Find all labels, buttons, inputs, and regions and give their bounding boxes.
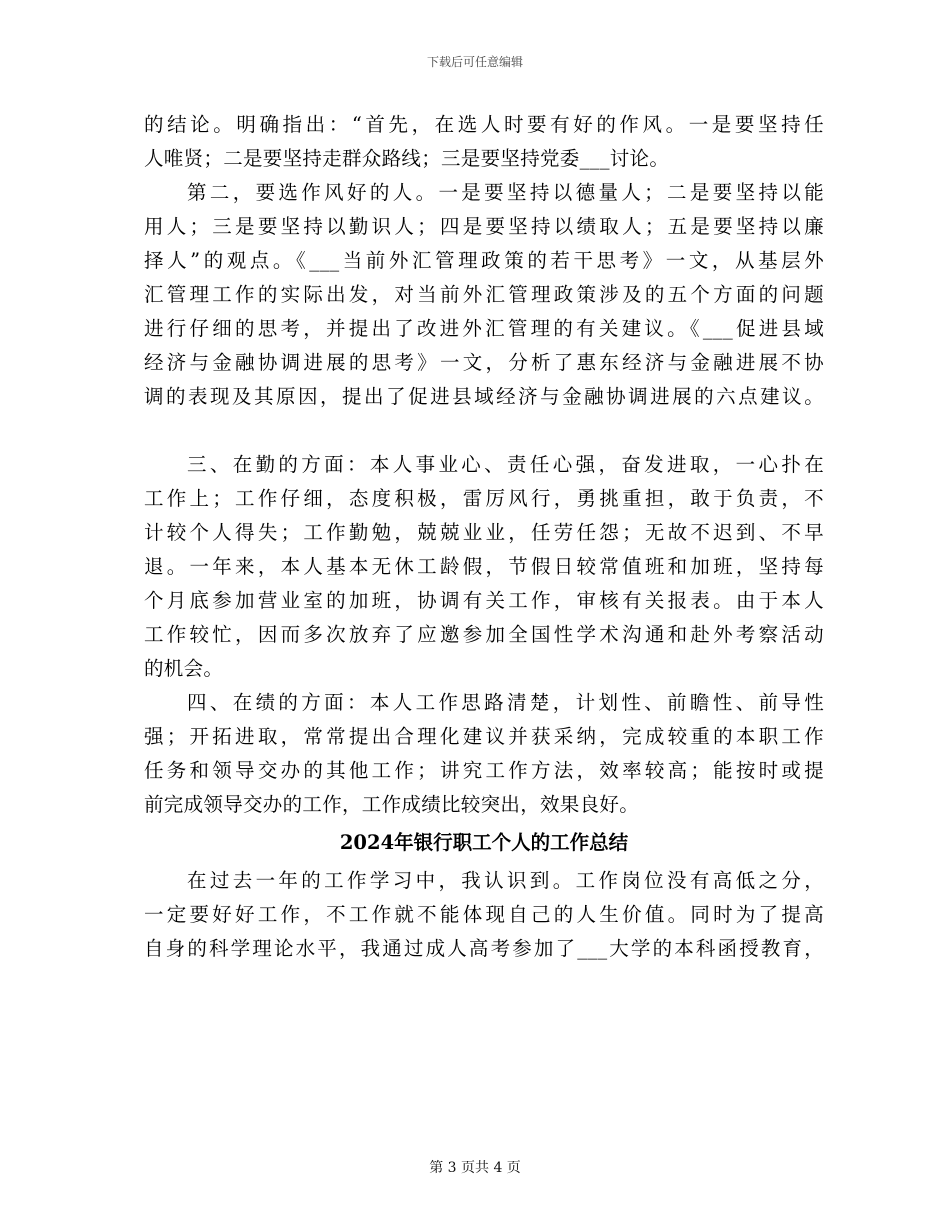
page-footer: 第 3 页共 4 页 bbox=[429, 1160, 521, 1176]
text-line: 第二，要选作风好的人。一是要坚持以德量人；二是要坚持以能 bbox=[187, 181, 824, 204]
text-line: 的机会。 bbox=[144, 657, 224, 680]
text-line: 进行仔细的思考，并提出了改进外汇管理的有关建议。《___促进县域 bbox=[144, 317, 824, 340]
document-body bbox=[144, 108, 824, 966]
text-line: 经济与金融协调进展的思考》一文，分析了惠东经济与金融进展不协 bbox=[144, 351, 824, 374]
text-line: 工作较忙，因而多次放弃了应邀参加全国性学术沟通和赴外考察活动 bbox=[144, 623, 824, 646]
text-line: 工作上；工作仔细，态度积极，雷厉风行，勇挑重担，敢于负责，不 bbox=[144, 487, 824, 510]
text-line: 任务和领导交办的其他工作；讲究工作方法，效率较高；能按时或提 bbox=[144, 759, 824, 782]
text-line: 个月底参加营业室的加班，协调有关工作，审核有关报表。由于本人 bbox=[144, 589, 824, 612]
text-line: 三、在勤的方面：本人事业心、责任心强，奋发进取，一心扑在 bbox=[187, 453, 824, 476]
text-line: 择人”的观点。《___当前外汇管理政策的若干思考》一文，从基层外 bbox=[144, 249, 824, 272]
text-line: 退。一年来，本人基本无休工龄假，节假日较常值班和加班，坚持每 bbox=[144, 555, 824, 578]
section-title: 2024年银行职工个人的工作总结 bbox=[339, 831, 629, 854]
paragraph-gap bbox=[144, 414, 824, 448]
text-line: 的结论。明确指出：“首先，在选人时要有好的作风。一是要坚持任 bbox=[144, 113, 824, 136]
text-line: 前完成领导交办的工作，工作成绩比较突出，效果良好。 bbox=[144, 793, 640, 816]
text-line: 自身的科学理论水平，我通过成人高考参加了___大学的本科函授教育， bbox=[144, 937, 824, 960]
text-line: 强；开拓进取，常常提出合理化建议并获采纳，完成较重的本职工作 bbox=[144, 725, 824, 748]
text-line: 一定要好好工作，不工作就不能体现自己的人生价值。同时为了提高 bbox=[144, 903, 824, 926]
text-line: 在过去一年的工作学习中，我认识到。工作岗位没有高低之分， bbox=[187, 869, 824, 892]
text-line: 调的表现及其原因，提出了促进县域经济与金融协调进展的六点建议。 bbox=[144, 385, 824, 408]
text-line: 用人；三是要坚持以勤识人；四是要坚持以绩取人；五是要坚持以廉 bbox=[144, 215, 824, 238]
text-line: 汇管理工作的实际出发，对当前外汇管理政策涉及的五个方面的问题 bbox=[144, 283, 824, 306]
text-line: 四、在绩的方面：本人工作思路清楚，计划性、前瞻性、前导性 bbox=[187, 691, 824, 714]
text-line: 人唯贤；二是要坚持走群众路线；三是要坚持党委___讨论。 bbox=[144, 147, 670, 170]
text-line: 计较个人得失；工作勤勉，兢兢业业，任劳任怨；无故不迟到、不早 bbox=[144, 521, 824, 544]
page-header: 下载后可任意编辑 bbox=[426, 55, 523, 69]
